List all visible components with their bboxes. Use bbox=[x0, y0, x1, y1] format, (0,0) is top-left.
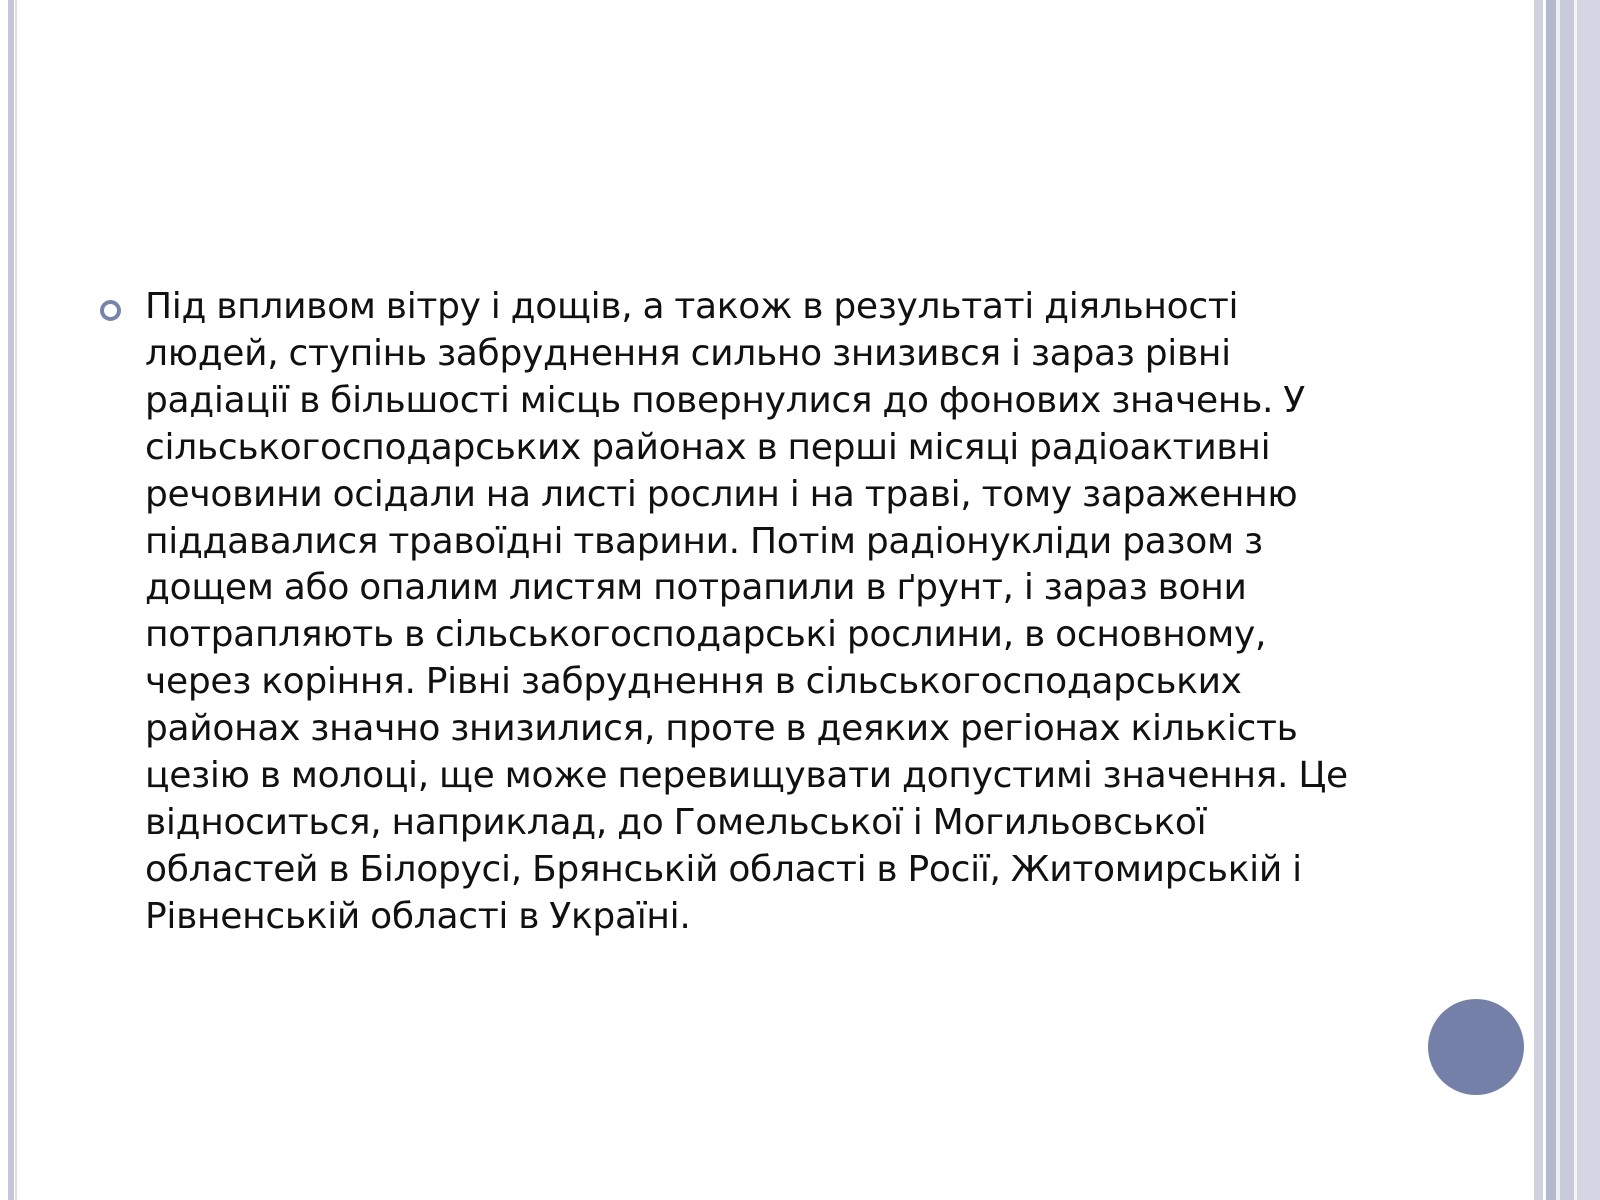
bullet-item bbox=[100, 284, 1360, 941]
right-border-stripe bbox=[1546, 0, 1556, 1200]
right-border-stripe bbox=[1577, 0, 1600, 1200]
circle-decoration-icon bbox=[1428, 999, 1524, 1095]
right-border-stripe bbox=[1560, 0, 1574, 1200]
bullet-text: Під впливом вітру і дощів, а також в результаті діяльності людей, ступінь забруднення сильно знизився і зараз рівні радіації в більшості місць повернулися до фонових значень. У сільськогосподарських районах в перші місяці радіоактивні речовини осідали на листі рослин і на траві, тому зараженню піддавалися травоїдні тварини. Потім радіонукліди разом з дощем або опалим листям потрапили в ґрунт, і зараз вони потрапляють в сільськогосподарські рослини, в основному, через коріння. Рівні забруднення в сільськогосподарських районах значно знизилися, проте в деяких регіонах кількість цезію в молоці, ще може перевищувати допустимі значення. Це відноситься, наприклад, до Гомельської і Могильовської областей в Білорусі, Брянській області в Росії, Житомирській і Рівненській області в Україні. bbox=[145, 286, 1348, 937]
left-border-stripe-thin bbox=[15, 0, 17, 1200]
ring-bullet-icon bbox=[100, 300, 121, 321]
left-border-stripe bbox=[8, 0, 14, 1200]
right-border-stripe bbox=[1534, 0, 1543, 1200]
